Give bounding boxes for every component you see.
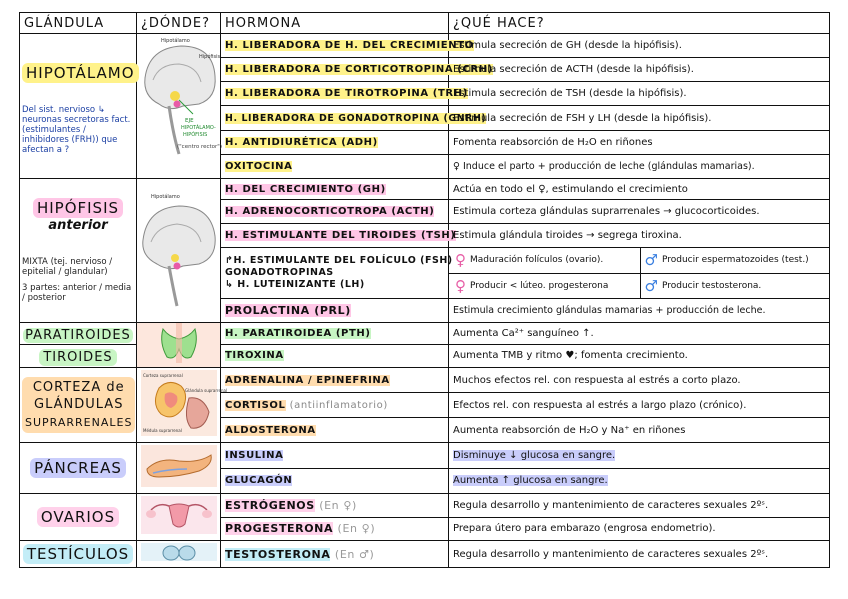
pancreas-diagram <box>137 443 221 494</box>
brain-illustration <box>139 184 219 314</box>
testis-illustration <box>139 541 219 563</box>
effect-cell: Prepara útero para embarazo (engrosa endometrio). <box>449 517 830 541</box>
hormone-label: H. ANTIDIURÉTICA (ADH) <box>225 136 378 148</box>
hormone-cell <box>221 494 449 518</box>
hormone-cell <box>221 82 468 106</box>
table-row <box>20 323 830 345</box>
label-glandula: Glándula suprarrenal <box>184 388 227 393</box>
hormone-extra: (antiinflamatorio) <box>289 399 388 411</box>
fsh-effects <box>449 248 829 274</box>
gland-testiculos <box>20 541 137 568</box>
effect-cell: Estimula secreción de TSH (desde la hipófisis). <box>449 82 830 106</box>
label-medula: Médula suprarrenal <box>142 428 182 433</box>
lh-female-text: Producir < lúteo. progesterona <box>470 280 609 291</box>
gland-note: Del sist. nervioso ↳ neuronas secretoras fact. (estimulantes / inhibidores (FRH)) que afectan a ? <box>22 104 131 156</box>
hormone-cell <box>221 541 449 568</box>
lh-male-text: Producir testosterona. <box>661 280 762 291</box>
effect-cell: Estimula corteza glándulas suprarrenales → glucocorticoides. <box>449 200 830 224</box>
header-hormone: HORMONA <box>221 13 449 34</box>
gland-name: TESTÍCULOS <box>23 544 133 564</box>
effect-cell: Efectos rel. con respuesta al estrés a largo plazo (crónico). <box>449 393 830 418</box>
ovary-diagram <box>137 494 221 541</box>
hormone-cell <box>221 130 449 154</box>
hormone-label: OXITOCINA <box>225 160 293 172</box>
fsh-male-text: Producir espermatozoides (test.) <box>661 255 809 266</box>
effect-cell: Estimula secreción de GH (desde la hipófisis). <box>449 34 830 58</box>
gland-ovarios <box>20 494 137 541</box>
gland-name: HIPÓFISIS <box>33 198 123 218</box>
effect-cell: Estimula glándula tiroides → segrega tiroxina. <box>449 224 830 248</box>
label-eje-2: HIPOTÁLAMO- <box>180 125 216 131</box>
gland-name: TIROIDES <box>39 349 116 366</box>
adrenal-illustration <box>139 368 227 438</box>
gland-tiroides <box>20 344 137 367</box>
gland-name-line1: CORTEZA de <box>32 379 125 395</box>
label-centro-rector: ("centro rector") <box>176 144 222 150</box>
hormone-cell <box>221 443 449 469</box>
gland-note-mixta: MIXTA (tej. nervioso / epitelial / glandular) <box>22 256 113 277</box>
effect-cell: Estimula secreción de FSH y LH (desde la hipófisis). <box>449 106 830 130</box>
effect-cell: Estimula crecimiento glándulas mamarias + producción de leche. <box>449 299 830 323</box>
hormone-extra: (En ♀) <box>319 498 357 512</box>
hormone-label: CORTISOL <box>225 399 286 411</box>
table-row <box>20 368 830 393</box>
hormone-cell <box>221 34 474 58</box>
lh-male <box>641 274 830 299</box>
hormone-cell <box>221 323 449 345</box>
adrenal-diagram <box>137 368 227 443</box>
gland-name-line2: GLÁNDULAS <box>34 397 124 413</box>
hormone-label: H. LIBERADORA DE H. DEL CRECIMIENTO <box>225 40 474 52</box>
gland-pancreas <box>20 443 137 494</box>
fsh-female-text: Maduración folículos (ovario). <box>470 255 604 266</box>
venus-icon: ♀ <box>455 251 466 270</box>
effect-cell: Actúa en todo el ♀, estimulando el crecimiento <box>449 179 830 200</box>
fsh-male <box>641 248 830 273</box>
hormone-label: PROLACTINA (PRL) <box>225 304 351 317</box>
gland-suprarrenales <box>20 368 137 443</box>
gland-name-line3: SUPRARRENALES <box>25 415 133 429</box>
endocrine-table-sheet <box>19 12 829 581</box>
testis-diagram <box>137 541 221 568</box>
hormone-label: PROGESTERONA <box>225 522 334 536</box>
effect-cell <box>449 468 830 494</box>
effect-text: Aumenta ↑ glucosa en sangre. <box>453 475 608 487</box>
hormone-label: GLUCAGÓN <box>225 475 293 487</box>
lh-label: ↳ H. LUTEINIZANTE (LH) <box>225 278 365 290</box>
fsh-female <box>449 248 641 273</box>
hormone-cell <box>221 468 449 494</box>
hormone-extra: (En ♀) <box>337 522 376 536</box>
mars-icon: ♂ <box>644 276 658 295</box>
effect-cell: Aumenta reabsorción de H₂O y Na⁺ en riñones <box>449 418 830 443</box>
hormone-cell <box>221 517 449 541</box>
gland-hipotalamo <box>20 34 137 179</box>
gonadotropinas-cell <box>221 248 453 299</box>
ovary-illustration <box>139 494 219 536</box>
fsh-label: ↱H. ESTIMULANTE DEL FOLÍCULO (FSH) <box>225 255 453 267</box>
lh-effects <box>449 274 829 299</box>
effect-cell: Fomenta reabsorción de H₂O en riñones <box>449 130 830 154</box>
effect-cell: Regula desarrollo y mantenimiento de caracteres sexuales 2ºˢ. <box>449 494 830 518</box>
gland-note-partes: 3 partes: anterior / media / posterior <box>22 283 132 304</box>
table-row <box>20 443 830 469</box>
gland-name: PARATIROIDES <box>25 327 131 343</box>
label-eje-3: HIPÓFISIS <box>182 132 207 138</box>
hormone-label: ESTRÓGENOS <box>225 498 315 512</box>
gland-subtitle: anterior <box>48 217 108 233</box>
hormone-cell <box>221 393 449 418</box>
label-hipotalamo: Hipotálamo <box>160 38 190 44</box>
lh-female <box>449 274 641 299</box>
effect-cell: Muchos efectos rel. con respuesta al estrés a corto plazo. <box>449 368 830 393</box>
hormone-cell <box>221 58 493 82</box>
gland-hipofisis <box>20 179 137 323</box>
label-hipotalamo: Hipotálamo <box>150 193 180 200</box>
gonadotropinas-title: GONADOTROPINAS <box>225 267 334 279</box>
brain-diagram-hipotalamo <box>137 34 221 179</box>
gland-name: PÁNCREAS <box>30 458 126 478</box>
table-row <box>20 494 830 518</box>
effect-cell: Estimula secreción de ACTH (desde la hipófisis). <box>449 58 830 82</box>
brain-diagram-hipofisis <box>137 179 221 323</box>
header-does: ¿QUÉ HACE? <box>449 13 830 34</box>
label-corteza: Corteza suprarrenal <box>142 373 183 378</box>
header-gland: GLÁNDULA <box>20 13 137 34</box>
gonadotropinas-effects <box>449 248 830 299</box>
hormone-label: H. LIBERADORA DE CORTICOTROPINA (CRH) <box>225 64 493 76</box>
hormone-cell <box>221 154 449 178</box>
endocrine-table <box>19 12 830 568</box>
label-hipofisis: Hipófisis <box>198 54 220 60</box>
pancreas-illustration <box>139 443 219 489</box>
effect-cell: Aumenta Ca²⁺ sanguíneo ↑. <box>449 323 830 345</box>
hormone-label: TIROXINA <box>225 350 284 362</box>
gland-paratiroides <box>20 323 137 345</box>
header-where: ¿DÓNDE? <box>137 13 221 34</box>
hormone-label: INSULINA <box>225 449 284 461</box>
hormone-extra: (En ♂) <box>334 547 375 561</box>
hormone-cell <box>221 179 449 200</box>
thyroid-diagram <box>137 323 221 368</box>
hormone-cell <box>221 200 449 224</box>
mars-icon: ♂ <box>644 251 658 270</box>
hormone-cell <box>221 299 449 323</box>
hormone-label: H. ADRENOCORTICOTROPA (ACTH) <box>225 206 435 217</box>
hormone-label: H. ESTIMULANTE DEL TIROIDES (TSH) <box>225 230 456 241</box>
brain-illustration <box>139 34 222 174</box>
venus-icon: ♀ <box>455 276 466 295</box>
hormone-label: H. LIBERADORA DE GONADOTROPINA (GNRH) <box>225 112 487 124</box>
effect-cell <box>449 443 830 469</box>
gland-name <box>22 377 135 434</box>
hormone-cell <box>221 224 456 248</box>
effect-text: Disminuye ↓ glucosa en sangre. <box>453 449 616 461</box>
hormone-label: H. DEL CRECIMIENTO (GH) <box>225 183 386 195</box>
effect-cell: ♀ Induce el parto + producción de leche (glándulas mamarias). <box>449 154 830 178</box>
gland-name: HIPOTÁLAMO <box>22 63 139 83</box>
hormone-label: ALDOSTERONA <box>225 424 316 436</box>
hormone-cell <box>221 106 487 130</box>
hormone-label: ADRENALINA / EPINEFRINA <box>225 374 390 386</box>
thyroid-illustration <box>139 323 219 363</box>
effect-cell: Regula desarrollo y mantenimiento de caracteres sexuales 2ºˢ. <box>449 541 830 568</box>
hormone-cell <box>221 344 449 367</box>
table-row <box>20 179 830 200</box>
table-row <box>20 34 830 58</box>
gland-name: OVARIOS <box>37 507 119 527</box>
effect-cell: Aumenta TMB y ritmo ♥; fomenta crecimiento. <box>449 344 830 367</box>
label-eje: EJE <box>184 118 194 124</box>
hormone-cell <box>221 418 449 443</box>
hormone-label: H. PARATIROIDEA (PTH) <box>225 327 371 339</box>
table-row <box>20 541 830 568</box>
hormone-label: TESTOSTERONA <box>225 547 331 561</box>
hormone-cell <box>221 368 449 393</box>
hormone-label: H. LIBERADORA DE TIROTROPINA (TRH) <box>225 88 468 100</box>
header-row <box>20 13 830 34</box>
